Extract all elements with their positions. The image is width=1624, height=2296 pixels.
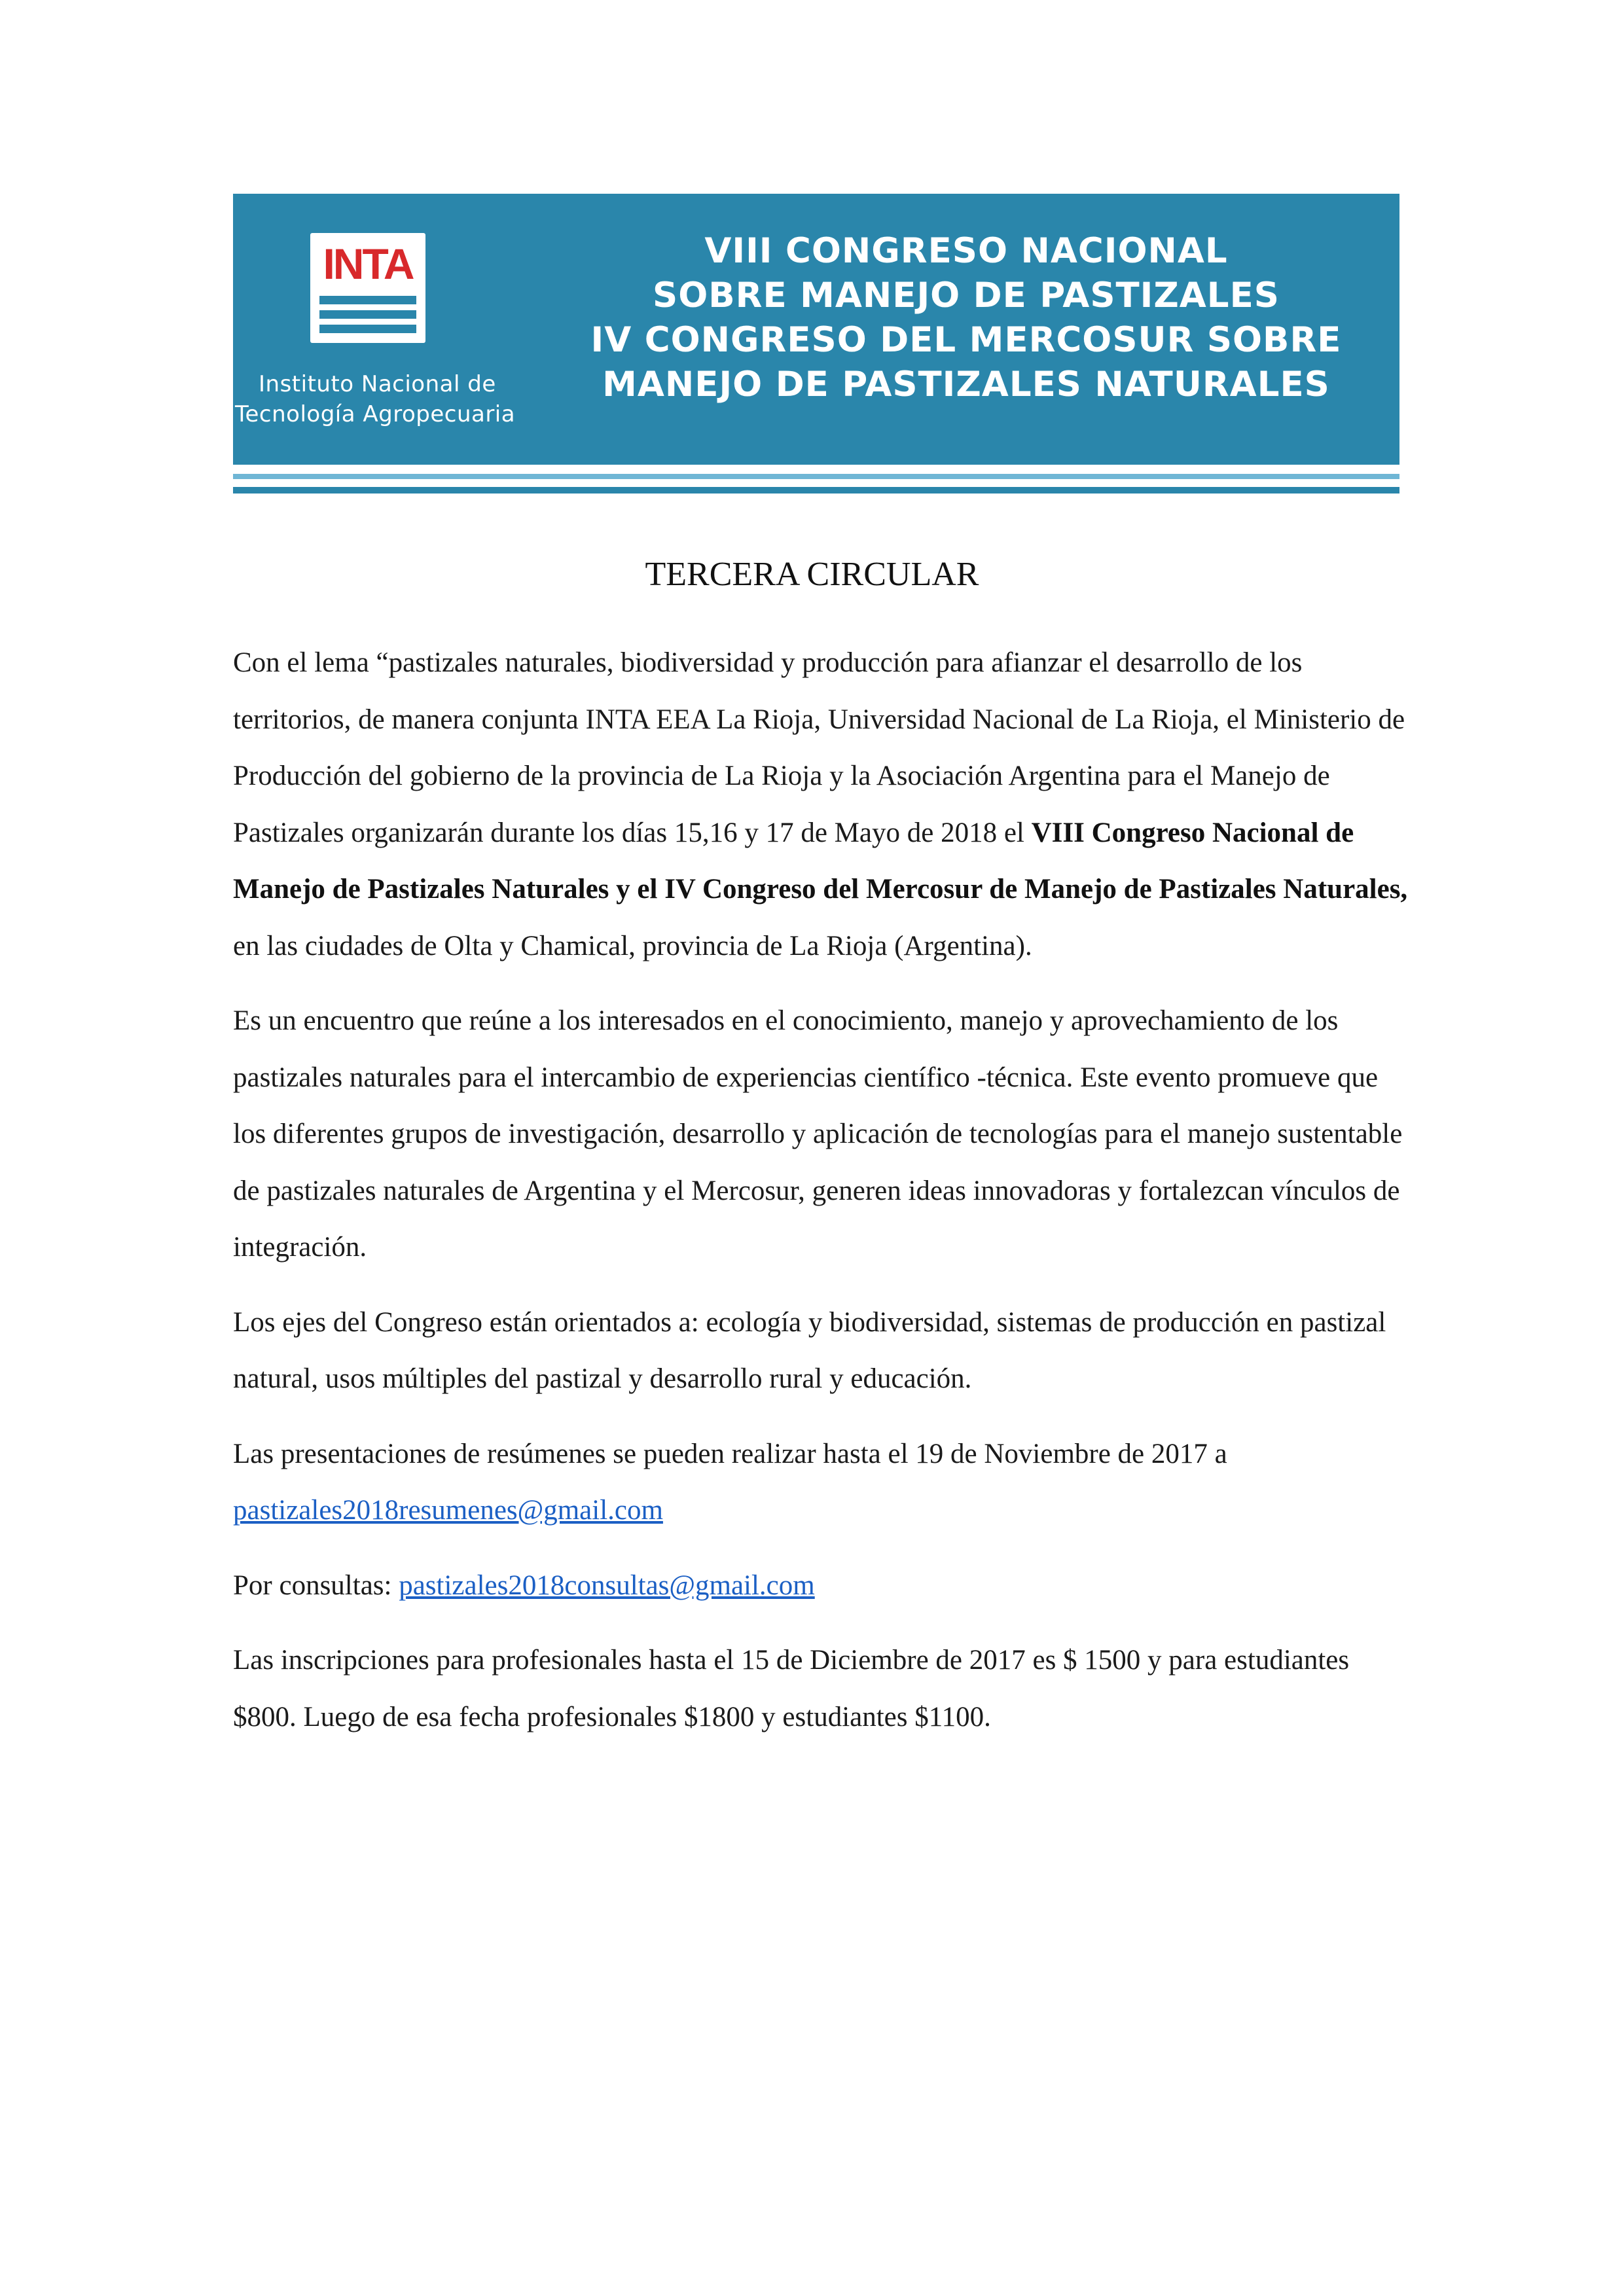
congress-title [560, 229, 1372, 407]
paragraph-description: Es un encuentro que reúne a los interesados en el conocimiento, manejo y aprovechamiento de los pastizales naturales para el intercambio de experiencias científico -técnica. Este evento promueve que los diferentes grupos de investigación, desarrollo y aplicación de tecnologías para el manejo sustentable de pastizales naturales de Argentina y el Mercosur, generen ideas innovadoras y fortalezcan vínculos de integración. [233, 1005, 1403, 1263]
congress-line-2: SOBRE MANEJO DE PASTIZALES [653, 276, 1280, 315]
congress-line-4: MANEJO DE PASTIZALES NATURALES [602, 365, 1330, 404]
paragraph-intro [233, 635, 1411, 975]
header-banner [233, 194, 1399, 500]
inta-logo-text: INTA [323, 240, 413, 288]
banner-accent-line [233, 474, 1399, 479]
congress-line-1: VIII CONGRESO NACIONAL [704, 231, 1228, 271]
logo-stripe [319, 325, 416, 333]
logo-stripe [319, 296, 416, 304]
intro-text-pre: Con el lema “pastizales naturales, biodiversidad y producción para afianzar el desarrollo de los territorios, de manera conjunta INTA EEA La Rioja, Universidad Nacional de La Rioja, el Ministerio de Producción del gobierno de la provincia de La Rioja y la Asociación Argentina para el Manejo de Pastizales organizarán durante los días 15,16 y 17 de Mayo de 2018 el [233, 647, 1405, 848]
institute-line-2: Tecnología Agropecuaria [235, 401, 516, 427]
paragraph-abstracts [233, 1426, 1411, 1539]
contact-label: Por consultas: [233, 1570, 399, 1601]
paragraph-registration: Las inscripciones para profesionales hasta el 15 de Diciembre de 2017 es $ 1500 y para estudiantes $800. Luego de esa fecha profesionales $1800 y estudiantes $1100. [233, 1645, 1350, 1732]
document-body [233, 635, 1411, 1764]
institute-line-1: Instituto Nacional de [259, 371, 496, 397]
paragraph-contact [233, 1558, 1411, 1615]
page-title: TERCERA CIRCULAR [645, 556, 979, 593]
institute-name [235, 369, 515, 429]
abstracts-text: Las presentaciones de resúmenes se pueden realizar hasta el 19 de Noviembre de 2017 a [233, 1438, 1227, 1469]
contact-email-link[interactable]: pastizales2018consultas@gmail.com [399, 1570, 815, 1601]
logo-stripe [319, 310, 416, 319]
inta-logo [310, 233, 425, 343]
banner-accent-line [233, 487, 1399, 493]
intro-text-post: en las ciudades de Olta y Chamical, provincia de La Rioja (Argentina). [233, 930, 1032, 961]
abstracts-email-link[interactable]: pastizales2018resumenes@gmail.com [233, 1495, 663, 1526]
congress-line-3: IV CONGRESO DEL MERCOSUR SOBRE [590, 320, 1342, 360]
paragraph-axes: Los ejes del Congreso están orientados a: ecología y biodiversidad, sistemas de producción en pastizal natural, usos múltiples del pastizal y desarrollo rural y educación. [233, 1306, 1386, 1394]
congress-names-bold: VIII Congreso Nacional de Manejo de Pastizales Naturales y el IV Congreso del Mercosur de Manejo de Pastizales Naturales, [233, 817, 1408, 905]
